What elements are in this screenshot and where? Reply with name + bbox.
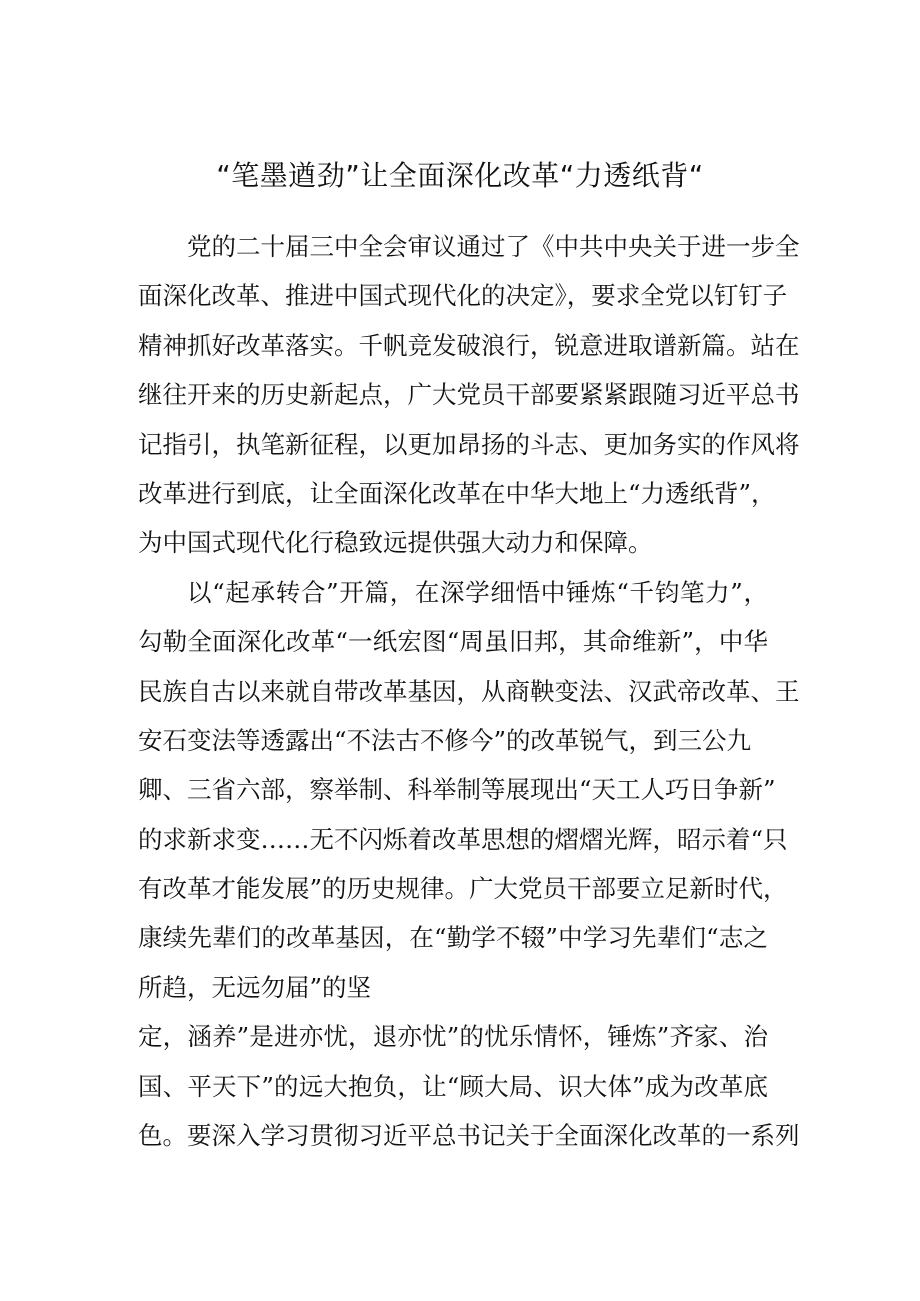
paragraph-line: 民族自古以来就自带改革基因，从商鞅变法、汉武帝改革、王 [138, 676, 800, 706]
paragraph-line: 色。要深入学习贯彻习近平总书记关于全面深化改革的一系列 [138, 1121, 800, 1151]
paragraph-line: 有改革才能发展”的历史规律。广大党员干部要立足新时代， [138, 874, 788, 904]
paragraph-line: 为中国式现代化行稳致远提供强大动力和保障。 [138, 528, 653, 558]
paragraph-line: 以“起承转合”开篇，在深学细悟中锤炼“千钧笔力”， [187, 577, 768, 607]
paragraph-line: 面深化改革、推进中国式现代化的决定》，要求全党以钉钉子 [138, 281, 788, 311]
paragraph-line: 记指引，执笔新征程，以更加昂扬的斗志、更加务实的作风将 [138, 429, 800, 459]
paragraph-line: 定，涵养”是进亦忧，退亦忧”的忧乐情怀，锤炼”齐家、治 [138, 1022, 768, 1052]
paragraph-line: 卿、三省六部，察举制、科举制等展现出“天工人巧日争新” [138, 775, 776, 805]
paragraph-line: 国、平天下”的远大抱负，让“顾大局、识大体”成为改革底 [138, 1071, 768, 1101]
paragraph-line: 的求新求变……无不闪烁着改革思想的熠熠光辉，昭示着“只 [138, 824, 788, 854]
paragraph-line: 所趋，无远勿届”的坚 [138, 972, 372, 1002]
paragraph-line: 康续先辈们的改革基因，在“勤学不辍”中学习先辈们“志之 [138, 923, 768, 953]
paragraph-line: 勾勒全面深化改革“一纸宏图“周虽旧邦，其命维新”，中华 [138, 627, 768, 657]
document-title: “笔墨遒劲”让全面深化改革“力透纸背“ [216, 159, 704, 192]
paragraph-line: 精神抓好改革落实。千帆竞发破浪行，锐意进取谱新篇。站在 [138, 330, 800, 360]
paragraph-line: 安石变法等透露出“不法古不修今”的改革锐气，到三公九 [138, 725, 752, 755]
paragraph-line: 党的二十届三中全会审议通过了《中共中央关于进一步全 [187, 232, 800, 261]
document-body [138, 222, 800, 1160]
paragraph-line: 改革进行到底，让全面深化改革在中华大地上“力透纸背”， [138, 478, 776, 508]
paragraph-line: 继往开来的历史新起点，广大党员干部要紧紧跟随习近平总书 [138, 380, 800, 410]
